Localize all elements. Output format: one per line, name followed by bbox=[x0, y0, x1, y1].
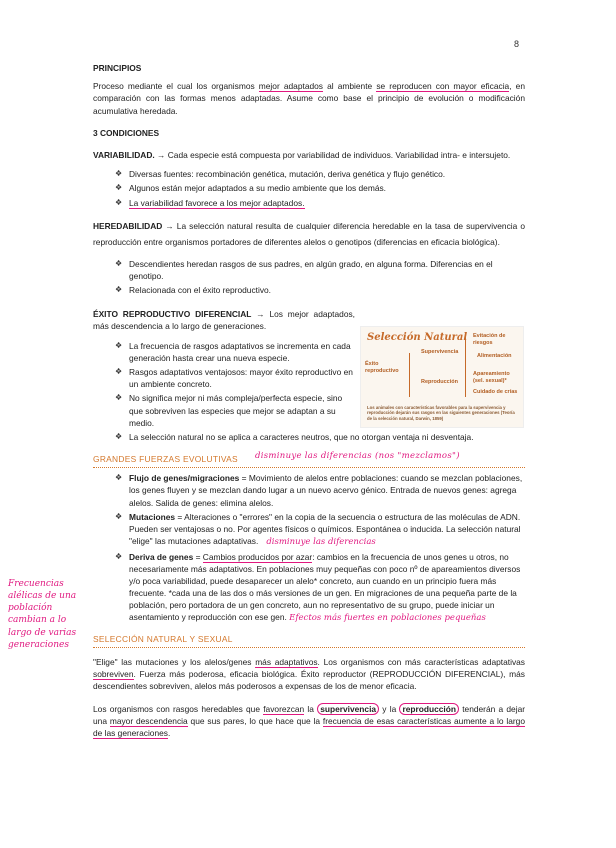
list-item: ❖ No significa mejor ni más compleja/perfecta especie, sino que sobreviven las especies que mejor se adaptan a su medio. bbox=[115, 392, 355, 429]
figure-label-cuidado: Cuidado de crías bbox=[473, 389, 518, 395]
heading-seleccion: SELECCIÓN NATURAL Y SEXUAL bbox=[93, 633, 525, 648]
variabilidad-list bbox=[93, 168, 525, 209]
seleccion-paragraph-1: "Elige" las mutaciones y los alelos/genes más adaptativos. Los organismos con más características adaptativas sobreviven. Fuerza más poderosa, eficacia biológica. Éxito reproductor (REPRODUCCIÓN DIFERENCIAL), más descendientes sobreviven, alelos más poderosos a expensas de los de menor eficacia. bbox=[93, 656, 525, 692]
variabilidad-paragraph: VARIABILIDAD. → Cada especie está compuesta por variabilidad de individuos. Variabilidad intra- e intersujeto. bbox=[93, 149, 511, 160]
figure-caption: Los animales con características favorables para la supervivencia y reproducción dejarán sus rasgos en las siguientes generaciones (Teoría de la selección natural, Darwin, 1859) bbox=[367, 405, 515, 421]
page-number: 8 bbox=[514, 39, 520, 49]
seleccion-paragraph-2: Los organismos con rasgos heredables que favorezcan la supervivencia y la reproducción tenderán a dejar una mayor descendencia que sus pares, lo que hace que la frecuencia de esas características aumente a lo largo de las generaciones. bbox=[93, 703, 526, 738]
figure-label-exito: Éxito reproductivo bbox=[365, 361, 399, 374]
exito-paragraph: ÉXITO REPRODUCTIVO DIFERENCIAL → Los mejor adaptados, más descendencia a lo largo de generaciones. bbox=[93, 309, 355, 332]
heredabilidad-list bbox=[93, 258, 525, 297]
handwritten-margin-note: Frecuencias alélicas de una población cambian a lo largo de varias generaciones bbox=[8, 579, 77, 650]
list-item: ❖ Relacionada con el éxito reproductivo. bbox=[115, 284, 525, 296]
figure-label-alimentacion: Alimentación bbox=[477, 353, 512, 359]
heading-principios: PRINCIPIOS bbox=[93, 63, 142, 73]
exito-list-wide bbox=[93, 431, 525, 443]
list-item: ❖ La variabilidad favorece a los mejor adaptados. bbox=[115, 197, 525, 209]
figure-label-evitacion: Evitación de riesgos bbox=[473, 333, 506, 346]
exito-block bbox=[93, 308, 355, 429]
handwritten-note: disminuye las diferencias bbox=[266, 537, 376, 548]
figure-connector bbox=[465, 335, 466, 397]
seleccion-natural-figure bbox=[360, 326, 524, 428]
exito-list bbox=[93, 340, 355, 429]
figure-label-supervivencia: Supervivencia bbox=[421, 349, 459, 355]
list-item: ❖ Deriva de genes = Cambios producidos por azar: cambios en la frecuencia de unos genes u otros, no necesariamente más adaptativos. En poblaciones muy pequeñas con poco nº de apareamientos diversos y/o poca variabilidad, puede desaparecer un alelo* concreto, aun cuando en un principio fuera más frecuente. *cada una de las dos o más versiones de un gen. En migraciones de una pequeña parte de la población, pero portadora de un gen concreto, aun no representativo de su grupo, puede iniciar un asentamiento y reproducción con ese gen. Efectos más fuertes en poblaciones pequeñas bbox=[115, 551, 525, 625]
list-item: ❖ La frecuencia de rasgos adaptativos se incrementa en cada generación hasta crear una nueva especie. bbox=[115, 340, 355, 364]
heading-condiciones: 3 CONDICIONES bbox=[93, 127, 160, 138]
list-item: ❖ Rasgos adaptativos ventajosos: mayor éxito reproductivo en un ambiente concreto. bbox=[115, 366, 355, 390]
list-item: ❖ Algunos están mejor adaptados a su medio ambiente que los demás. bbox=[115, 182, 525, 194]
list-item: ❖ La selección natural no se aplica a caracteres neutros, que no otorgan ventaja ni desventaja. bbox=[115, 431, 525, 443]
list-item: ❖ Mutaciones = Alteraciones o "errores" en la copia de la secuencia o estructura de las moléculas de ADN. Pueden ser ventajosas o no. Por agentes físicos o químicos. Espontánea o inducida. La selección natural "elige" las mutaciones adaptativas. disminuye las diferencias bbox=[115, 511, 525, 549]
handwritten-note: Efectos más fuertes en poblaciones pequeñas bbox=[289, 613, 486, 624]
figure-label-apareamiento: Apareamiento (sel. sexual)* bbox=[473, 371, 510, 384]
heredabilidad-paragraph: HEREDABILIDAD → La selección natural resulta de cualquier diferencia heredable en la tasa de supervivencia o reproducción entre organismos portadores de diferentes alelos o genotipos (diferencias en eficacia biológica). bbox=[93, 220, 525, 247]
heading-fuerzas: GRANDES FUERZAS EVOLUTIVAS disminuye las diferencias (nos "mezclamos") bbox=[93, 453, 525, 468]
figure-connector bbox=[409, 353, 410, 397]
fuerzas-list bbox=[93, 472, 525, 625]
figure-title: Selección Natural bbox=[367, 332, 468, 343]
list-item: ❖ Flujo de genes/migraciones = Movimiento de alelos entre poblaciones: cuando se mezclan poblaciones, los genes fluyen y se mezclan dando lugar a un nuevo acervo génico. Entrada de nuevos genes: agrega alelos. Salida de genes: elimina alelos. bbox=[115, 472, 525, 509]
handwritten-note: disminuye las diferencias (nos "mezclamos") bbox=[255, 451, 460, 462]
list-item: ❖ Descendientes heredan rasgos de sus padres, en algún grado, en alguna forma. Diferencias en el genotipo. bbox=[115, 258, 525, 282]
figure-label-reproduccion: Reproducción bbox=[421, 379, 458, 385]
principios-paragraph: Proceso mediante el cual los organismos mejor adaptados al ambiente se reproducen con mayor eficacia, en comparación con las formas menos adaptadas. Asume como base el principio de evolución o modificación acumulativa heredada. bbox=[93, 81, 525, 116]
list-item: ❖ Diversas fuentes: recombinación genética, mutación, deriva genética y flujo genético. bbox=[115, 168, 525, 180]
